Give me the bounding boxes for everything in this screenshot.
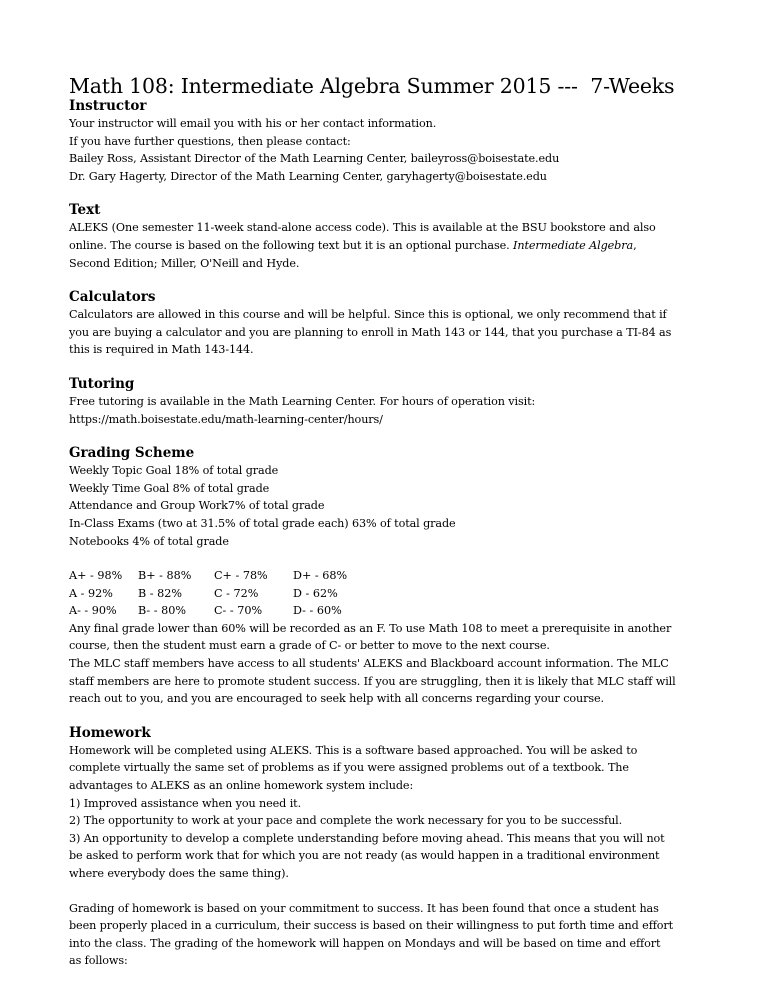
homework-grading-line: been properly placed in a curriculum, their success is based on their willingness to put forth time and effort <box>69 919 674 933</box>
grade-cell: D+ - 68% <box>293 569 348 583</box>
homework-heading: Homework <box>69 724 151 741</box>
calculators-line: this is required in Math 143-144. <box>69 343 254 357</box>
homework-line: Homework will be completed using ALEKS. This is a software based approached. You will be asked to <box>69 743 638 757</box>
grade-cell: A - 92% <box>69 586 113 600</box>
homework-line: 1) Improved assistance when you need it. <box>69 796 302 810</box>
instructor-line: Dr. Gary Hagerty, Director of the Math Learning Center, garyhagerty@boisestate.edu <box>69 169 547 183</box>
grading-item: Weekly Time Goal 8% of total grade <box>69 481 270 495</box>
instructor-line: Bailey Ross, Assistant Director of the Math Learning Center, baileyross@boisestate.edu <box>69 152 560 166</box>
grading-note: reach out to you, and you are encouraged to seek help with all concerns regarding your course. <box>69 692 604 706</box>
homework-line: advantages to ALEKS as an online homework system include: <box>69 779 414 793</box>
calculators-line: Calculators are allowed in this course and will be helpful. Since this is optional, we only recommend that if <box>69 308 667 322</box>
grading-note: staff members are here to promote student success. If you are struggling, then it is likely that MLC staff will <box>69 674 676 688</box>
grading-heading: Grading Scheme <box>69 445 195 462</box>
grading-item: Weekly Topic Goal 18% of total grade <box>69 464 279 478</box>
grading-item: In-Class Exams (two at 31.5% of total grade each) 63% of total grade <box>69 516 456 530</box>
grade-cell: A- - 90% <box>69 604 117 618</box>
homework-line: where everybody does the same thing). <box>69 867 289 880</box>
calculators-heading: Calculators <box>69 289 156 306</box>
instructor-line: If you have further questions, then please contact: <box>69 134 351 148</box>
book-title: Intermediate Algebra <box>513 238 634 252</box>
instructor-line: Your instructor will email you with his or her contact information. <box>69 117 437 130</box>
grade-cell: D - 62% <box>293 586 338 600</box>
grade-scale-row <box>69 602 728 620</box>
grade-cell: A+ - 98% <box>69 569 123 583</box>
grade-scale-row <box>69 567 728 585</box>
homework-line: 3) An opportunity to develop a complete understanding before moving ahead. This means that you will not <box>69 831 665 845</box>
grade-cell: C - 72% <box>214 586 259 600</box>
text-line: Second Edition; Miller, O'Neill and Hyde. <box>69 256 300 270</box>
grade-cell: B- - 80% <box>138 604 186 618</box>
page-title: Math 108: Intermediate Algebra Summer 2015 --- 7-Weeks <box>69 74 675 98</box>
homework-grading-line: Grading of homework is based on your commitment to success. It has been found that once a student has <box>69 901 659 915</box>
tutoring-line: Free tutoring is available in the Math Learning Center. For hours of operation visit: <box>69 394 536 408</box>
instructor-heading: Instructor <box>69 98 147 114</box>
tutoring-url: https://math.boisestate.edu/math-learning-center/hours/ <box>69 412 383 426</box>
homework-line: complete virtually the same set of problems as if you were assigned problems out of a textbook. The <box>69 761 629 775</box>
text-line: ALEKS (One semester 11-week stand-alone access code). This is available at the BSU bookstore and also <box>69 221 656 235</box>
grading-note: The MLC staff members have access to all students' ALEKS and Blackboard account information. The MLC <box>69 657 669 671</box>
grade-cell: B - 82% <box>138 586 182 600</box>
homework-line: 2) The opportunity to work at your pace and complete the work necessary for you to be successful. <box>69 814 623 828</box>
homework-grading-line: into the class. The grading of the homework will happen on Mondays and will be based on time and effort <box>69 936 661 950</box>
grading-item: Attendance and Group Work7% of total grade <box>69 499 325 513</box>
grade-cell: D- - 60% <box>293 604 342 618</box>
calculators-line: you are buying a calculator and you are planning to enroll in Math 143 or 144, that you purchase a TI-84 as <box>69 325 672 339</box>
text-line: online. The course is based on the following text but it is an optional purchase. Intermediate Algebra, <box>69 238 637 252</box>
grade-cell: C- - 70% <box>214 604 263 618</box>
grade-cell: C+ - 78% <box>214 569 268 583</box>
grading-note: course, then the student must earn a grade of C- or better to move to the next course. <box>69 639 550 653</box>
grade-scale-row <box>69 585 728 603</box>
grade-cell: B+ - 88% <box>138 569 192 583</box>
homework-grading-line: as follows: <box>69 954 128 968</box>
grading-note: Any final grade lower than 60% will be recorded as an F. To use Math 108 to meet a prerequisite in another <box>69 621 672 635</box>
text-heading: Text <box>69 202 101 219</box>
grading-item: Notebooks 4% of total grade <box>69 534 229 548</box>
homework-line: be asked to perform work that for which you are not ready (as would happen in a traditional environment <box>69 849 660 863</box>
tutoring-heading: Tutoring <box>69 375 135 392</box>
